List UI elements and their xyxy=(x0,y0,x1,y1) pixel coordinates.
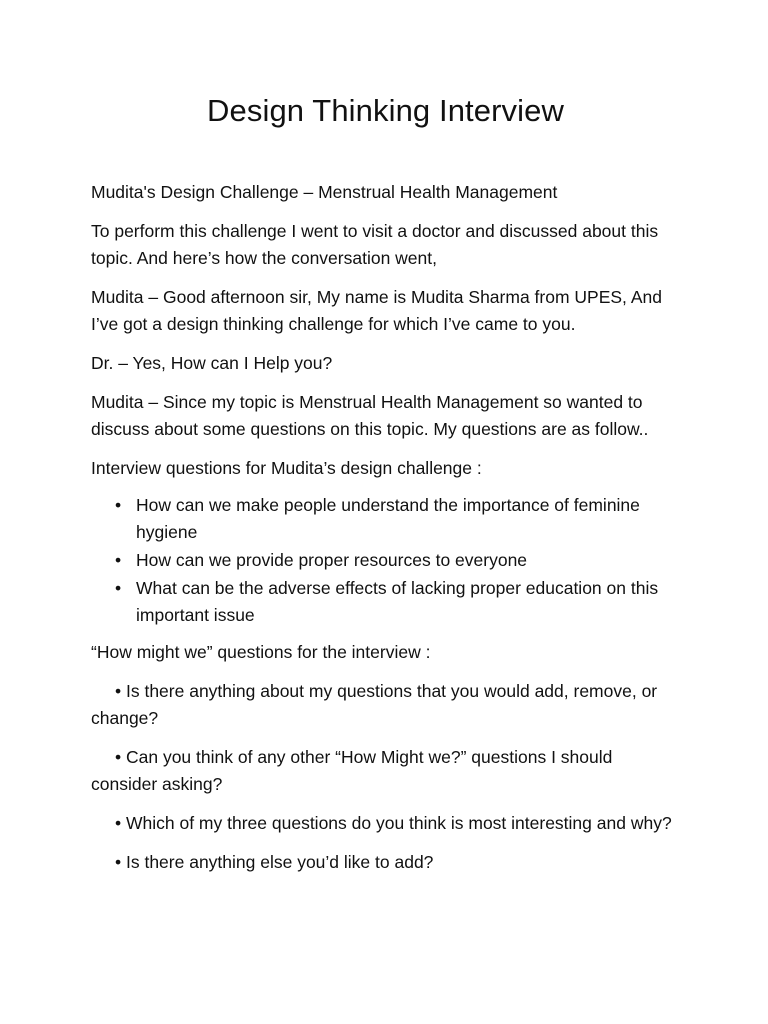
hmw-heading: “How might we” questions for the interview : xyxy=(91,642,431,663)
hmw-question: • Which of my three questions do you think is most interesting and why? xyxy=(115,813,672,834)
document-title: Design Thinking Interview xyxy=(207,93,564,128)
interview-questions-heading: Interview questions for Mudita’s design challenge : xyxy=(91,458,482,479)
bullet-icon: • xyxy=(115,495,122,516)
list-item xyxy=(91,575,680,629)
intro-paragraph: To perform this challenge I went to visit a doctor and discussed about this topic. And here’s how the conversation went, xyxy=(91,221,659,269)
interview-questions-list xyxy=(91,492,680,629)
list-item xyxy=(91,492,680,546)
list-item-text: How can we provide proper resources to everyone xyxy=(136,550,528,571)
dialogue-mudita-greeting: Mudita – Good afternoon sir, My name is Mudita Sharma from UPES, And I’ve got a design thinking challenge for which I’ve came to you. xyxy=(91,287,662,335)
bullet-icon: • xyxy=(115,550,122,571)
dialogue-doctor-reply: Dr. – Yes, How can I Help you? xyxy=(91,353,333,374)
hmw-question: • Is there anything about my questions that you would add, remove, or change? xyxy=(91,681,658,729)
hmw-question: • Is there anything else you’d like to add? xyxy=(115,852,434,873)
list-item-text: What can be the adverse effects of lacking proper education on this important issue xyxy=(136,578,659,626)
hmw-question: • Can you think of any other “How Might we?” questions I should consider asking? xyxy=(91,747,613,795)
bullet-icon: • xyxy=(115,578,122,599)
challenge-heading: Mudita's Design Challenge – Menstrual Health Management xyxy=(91,182,558,203)
list-item-text: How can we make people understand the importance of feminine hygiene xyxy=(136,495,640,543)
dialogue-mudita-topic: Mudita – Since my topic is Menstrual Health Management so wanted to discuss about some questions on this topic. My questions are as follow.. xyxy=(91,392,649,440)
list-item xyxy=(91,547,680,574)
